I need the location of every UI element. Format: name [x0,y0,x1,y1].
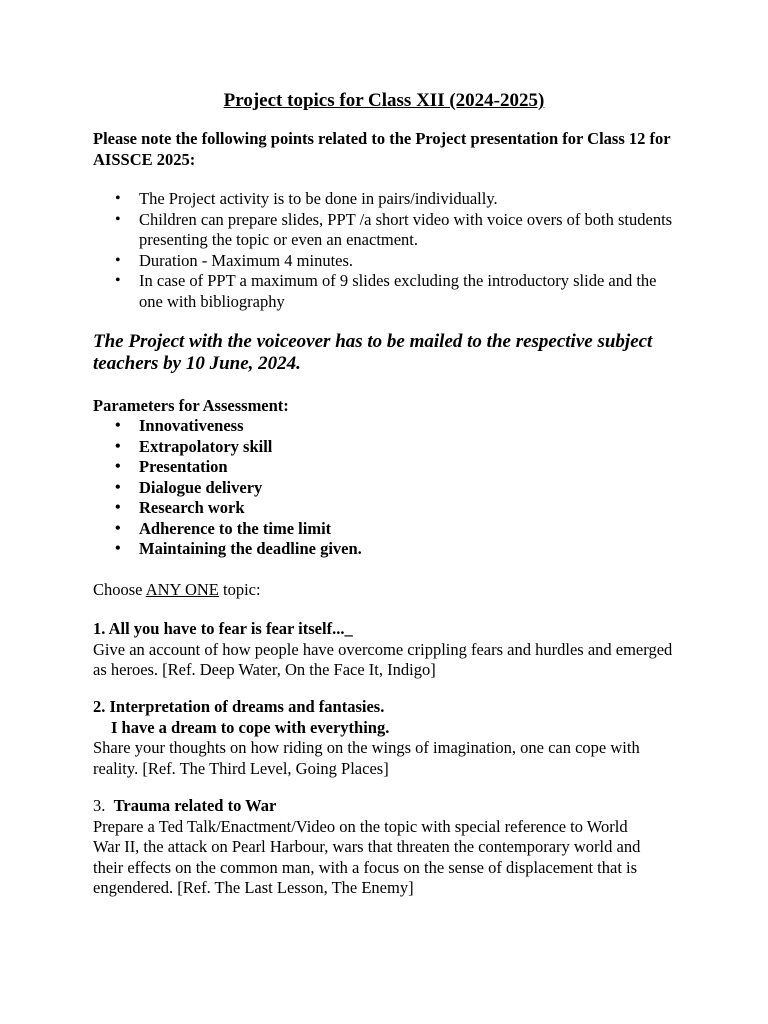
notes-list-container [93,189,673,312]
topic-2-subheading: I have a dream to cope with everything. [111,717,390,737]
choose-suffix: topic: [218,580,261,599]
choose-emphasis: ANY ONE [145,580,219,599]
parameters-list-container [93,416,693,560]
topic-3-heading: Trauma related to War [113,796,277,815]
notes-list [93,189,673,312]
list-item: • Innovativeness [139,416,693,437]
list-item: • In case of PPT a maximum of 9 slides excluding the introductory slide and the one with bibliography [139,271,673,312]
topic-1-heading: 1. All you have to fear is fear itself..._ [93,619,353,638]
topic-1 [93,619,683,681]
topic-3-heading-line [93,796,653,817]
list-item: • The Project activity is to be done in pairs/individually. [139,189,673,210]
list-item: • Extrapolatory skill [139,437,693,458]
topic-3-number: 3. [93,796,114,815]
topic-3 [93,796,653,899]
topic-2-body: Share your thoughts on how riding on the wings of imagination, one can cope with reality. [Ref. The Third Level, Going Places] [93,738,640,778]
choose-prefix: Choose [93,580,146,599]
parameters-list [93,416,693,560]
list-item: • Adherence to the time limit [139,519,693,540]
list-item: • Children can prepare slides, PPT /a short video with voice overs of both students presenting the topic or even an enactment. [139,210,673,251]
list-item: • Dialogue delivery [139,478,693,499]
choose-instruction [93,580,693,601]
intro-paragraph: Please note the following points related to the Project presentation for Class 12 for AISSCE 2025: [93,129,671,169]
list-item: • Maintaining the deadline given. [139,539,693,560]
list-item: • Duration - Maximum 4 minutes. [139,251,673,272]
list-item: • Research work [139,498,693,519]
parameters-heading: Parameters for Assessment: [93,396,289,415]
list-item: • Presentation [139,457,693,478]
page-title: Project topics for Class XII (2024-2025) [223,90,545,111]
topic-2-heading: 2. Interpretation of dreams and fantasies. [93,697,385,716]
topic-1-body: Give an account of how people have overcome crippling fears and hurdles and emerged as heroes. [Ref. Deep Water, On the Face It, Indigo] [93,639,673,679]
deadline-notice: The Project with the voiceover has to be mailed to the respective subject teachers by 10 June, 2024. [93,331,653,374]
topic-2 [93,697,683,779]
topic-3-body: Prepare a Ted Talk/Enactment/Video on the topic with special reference to World War II, the attack on Pearl Harbour, wars that threaten the contemporary world and their effects on the common man, with a focus on the sense of displacement that is engendered. [Ref. The Last Lesson, The Enemy] [93,816,641,897]
